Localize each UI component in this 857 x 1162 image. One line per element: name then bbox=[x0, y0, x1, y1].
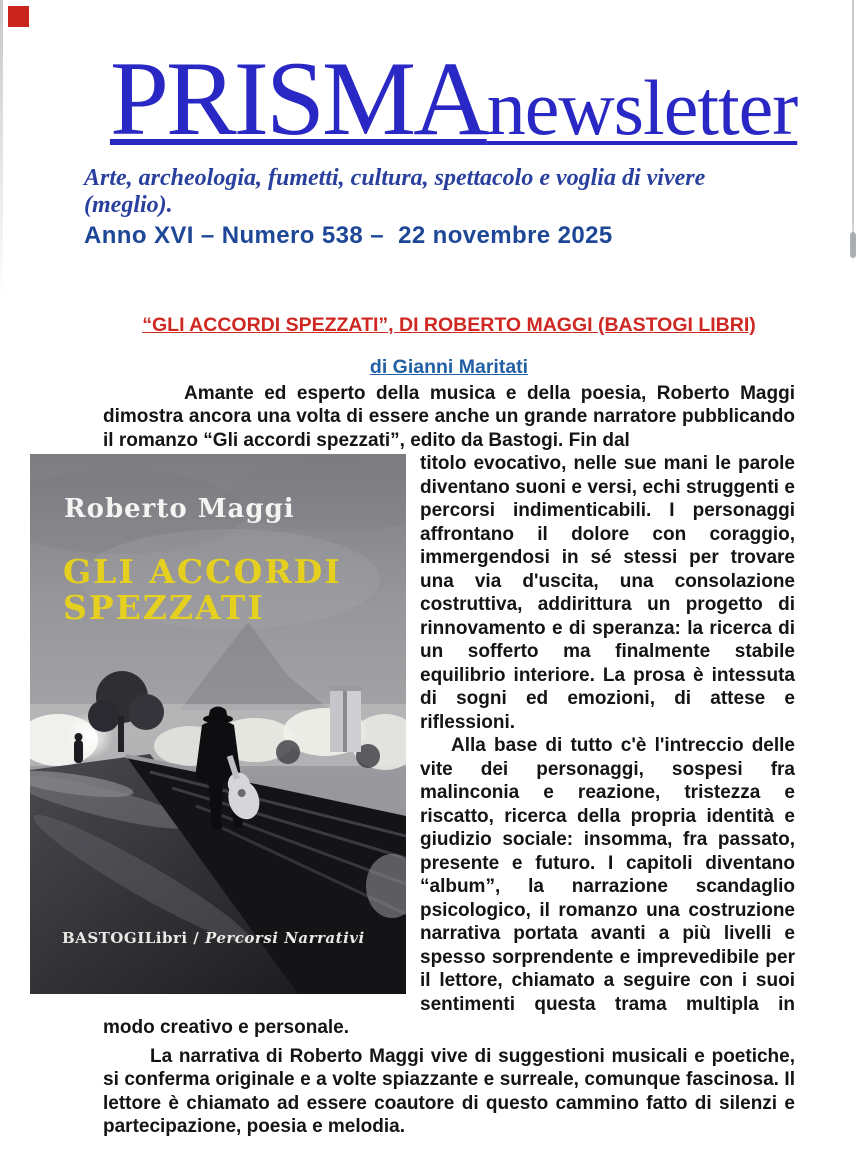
article-headline: “GLI ACCORDI SPEZZATI”, DI ROBERTO MAGGI (BASTOGI LIBRI) bbox=[142, 313, 756, 336]
page-edge-left bbox=[0, 0, 3, 300]
book-cover-title-line1: GLI ACCORDI bbox=[63, 552, 342, 592]
article bbox=[62, 313, 795, 1139]
book-cover-title bbox=[63, 554, 342, 626]
scrollbar-thumb[interactable] bbox=[850, 232, 856, 258]
paragraph-1-continued: titolo evocativo, nelle sue mani le parole diventano suoni e versi, echi struggenti e percorsi indimenticabili. I personaggi affrontano il dolore con coraggio, immergendosi in sé stessi per trovare una via d'uscita, una consolazione costruttiva, addirittura un progetto di rinnovamento e di speranza: la ricerca di un sofferto ma finalmente stabile equilibrio interiore. La prosa è intessuta di sogni ed emozioni, di attese e riflessioni. bbox=[420, 453, 795, 733]
book-cover-title-line2: SPEZZATI bbox=[63, 588, 265, 628]
scrollbar-track bbox=[852, 0, 854, 268]
publisher-series: Percorsi Narrativi bbox=[204, 929, 365, 948]
masthead-title: PRISMA bbox=[110, 40, 487, 157]
publisher-name: BASTOGILibri / bbox=[62, 929, 205, 948]
masthead-subtitle: newsletter bbox=[486, 64, 798, 151]
newsletter-header bbox=[0, 0, 857, 250]
issue-line: Anno XVI – Numero 538 – 22 novembre 2025 bbox=[84, 221, 613, 249]
book-cover-image bbox=[30, 454, 406, 994]
article-body-flow bbox=[62, 452, 795, 1139]
book-cover-author: Roberto Maggi bbox=[64, 494, 295, 525]
red-marker bbox=[8, 6, 29, 27]
paragraph-2: Alla base di tutto c'è l'intreccio delle vite dei personaggi, sospesi fra malinconia e reazione, tristezza e riscatto, ricerca della propria identità e giudizio sociale: insomma, fra passato, presente e futuro. I capitoli diventano “album”, la narrazione scandaglio psicologico, il romanzo una costruzione narrativa portata avanti a più livelli e spesso sorprendente e imprevedibile per il lettore, chiamato a seguire con i suoi sentimenti questa trama multipla in modo creativo e personale. bbox=[103, 735, 795, 1039]
newsletter-masthead bbox=[110, 40, 798, 157]
paragraph-3: La narrativa di Roberto Maggi vive di suggestioni musicali e poetiche, si conferma originale e a volte spiazzante e surreale, comunque fascinosa. Il lettore è chiamato ad essere coautore di questo cammino fatto di silenzi e partecipazione, poesia e melodia. bbox=[103, 1045, 795, 1138]
paragraph-1-intro: Amante ed esperto della musica e della poesia, Roberto Maggi dimostra ancora una volta di essere anche un grande narratore pubblicando il romanzo “Gli accordi spezzati”, edito da Bastogi. Fin dal bbox=[103, 382, 795, 451]
cover-photo bbox=[30, 454, 406, 994]
book-cover-publisher bbox=[62, 927, 365, 951]
newsletter-tagline: Arte, archeologia, fumetti, cultura, spettacolo e voglia di vivere (meglio). bbox=[84, 164, 706, 218]
article-byline: di Gianni Maritati bbox=[369, 356, 529, 379]
